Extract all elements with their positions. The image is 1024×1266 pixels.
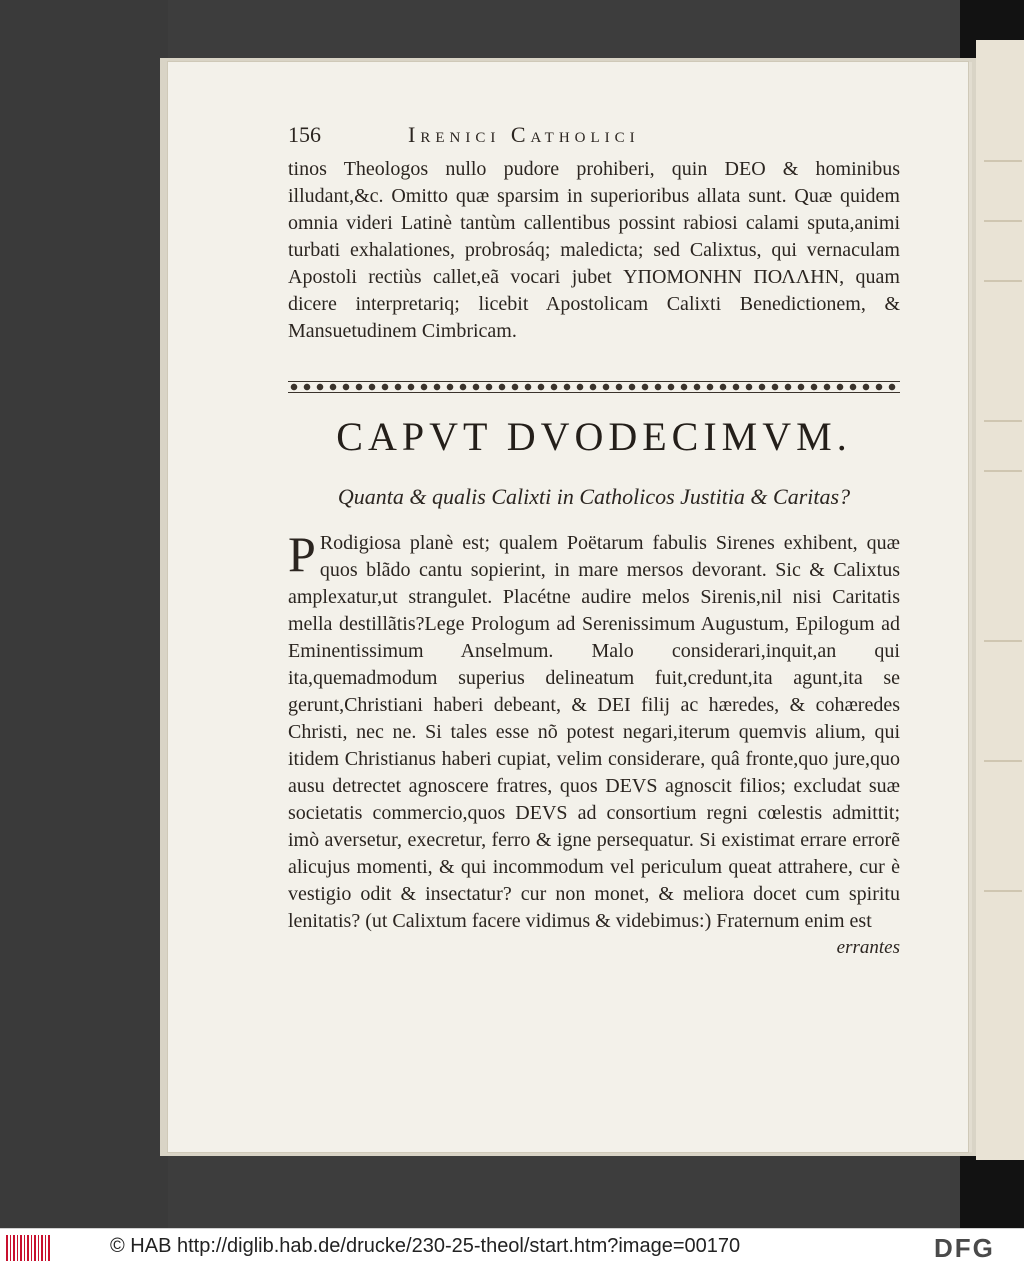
page-number: 156 — [288, 122, 321, 147]
barcode-icon — [6, 1235, 50, 1261]
chapter-subtitle: Quanta & qualis Calixti in Catholicos Justitia & Caritas? — [337, 484, 851, 509]
facing-page-edge — [976, 40, 1024, 1160]
chapter-title: CAPVT DVODECIMVM. — [336, 414, 852, 459]
ornamental-border — [288, 379, 900, 395]
dfg-logo: DFG — [934, 1233, 995, 1263]
running-head-title: Irenici Catholici — [408, 122, 640, 147]
scanner-background — [0, 0, 168, 1228]
book-page — [168, 62, 968, 1152]
top-paragraph: tinos Theologos nullo pudore prohiberi, quin DEO & hominibus illudant,&c. Omitto quæ sparsim in superioribus allata sunt. Quæ quidem omnia videri Latinè tantùm callentibus possint rabiosi calami sputa,animi turbati exhalationes, probrosáq; maledicta; sed Calixtus, qui vernaculam Apostoli rectiùs callet,eã vocari jubet ΥΠΟΜΟΝΗΝ ΠΟΛΛΗΝ, quam dicere interpretariq; licebit Apostolicam Calixti Benedictionem, & Mansuetudinem Cimbricam. — [288, 158, 900, 342]
body-paragraph: Rodigiosa planè est; qualem Poëtarum fabulis Sirenes exhibent, quæ quos blãdo cantu sopierint, in mare mersos devorant. Sic & Calixtus amplexatur,ut strangulet. Placétne audire melos Sirenis,nil nisi Caritatis mella destillãtis?Lege Prologum ad Serenissimum Augustum, Epilogum ad Eminentissimum Anselmum. Malo considerari,inquit,an qui ita,quemadmodum superius delineatum fuit,credunt,ita agunt,ita se gerunt,Christiani haberi debeant, & DEI filij ac hæredes, & cohæredes Christi, nec ne. Si tales esse nõ potest negari,iterum quemvis alium, qui itidem Christianus haberi cupiat, velim considerare, quâ fronte,quo jure,quo ausu detrectet agnoscere fratres, quos DEVS agnoscit filios; excludat suæ societatis commercio,quos DEVS ad consortium regni cœlestis admittit; imò aversetur, execretur, ferro & igne persequatur. Si existimat errare errorẽ alicujus momenti, & qui incommodum vel periculum queat attrahere, cur è vestigio odit & insectatur? cur non monet, & meliora docet cum spiritu lenitatis? (ut Calixtum facere vidimus & videbimus:) Fraternum enim est — [288, 532, 900, 932]
catchword: errantes — [836, 937, 900, 958]
body-section — [288, 526, 900, 935]
viewer-footer — [0, 1228, 1024, 1266]
drop-cap: P — [288, 526, 316, 582]
page-content — [288, 122, 900, 959]
copyright-url[interactable]: © HAB http://diglib.hab.de/drucke/230-25-theol/start.htm?image=00170 — [110, 1235, 741, 1257]
running-head — [288, 122, 900, 156]
